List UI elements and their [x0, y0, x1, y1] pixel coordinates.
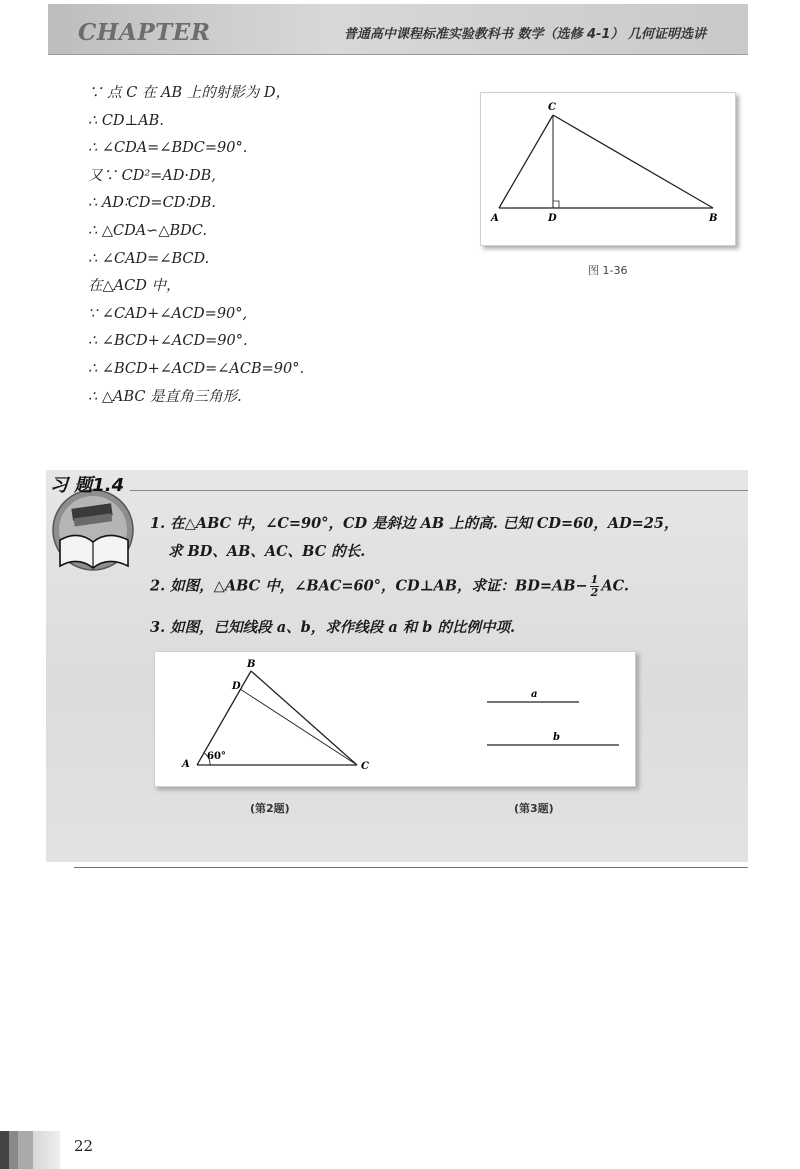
- divider: [74, 867, 748, 868]
- side-ac: [499, 115, 553, 208]
- proof-line: ∵ ∠CAD+∠ACD=90°,: [88, 305, 248, 322]
- figure-3-caption: (第3题): [514, 802, 554, 815]
- figure-caption: 图 1-36: [588, 264, 628, 277]
- exercise-1-line2: 求 BD、AB、AC、BC 的长.: [168, 543, 366, 560]
- label-a: A: [491, 213, 499, 224]
- page-header: [48, 4, 748, 55]
- exercise-2-text: 2. 如图，△ABC 中，∠BAC=60°，CD⊥AB，求证：BD=AB−: [150, 577, 588, 595]
- figure-2-caption: (第2题): [250, 802, 290, 815]
- proof-line: ∴ ∠CAD=∠BCD.: [88, 250, 210, 267]
- triangle-abc-figure: [481, 93, 735, 245]
- proof-block: [88, 80, 304, 411]
- page-edge-marker: [0, 1131, 60, 1169]
- segment-a-label: a: [531, 689, 538, 700]
- label-b: B: [709, 213, 718, 224]
- side-bc: [553, 115, 713, 208]
- label-c: C: [548, 102, 556, 113]
- side-bc: [251, 671, 357, 765]
- label-d: D: [548, 213, 557, 224]
- page-number: 22: [74, 1137, 94, 1155]
- proof-line: ∴ ∠BCD+∠ACD=∠ACB=90°.: [88, 360, 305, 377]
- exercise-figure-svg: [155, 652, 635, 786]
- proof-line: ∴ ∠BCD+∠ACD=90°.: [88, 333, 248, 350]
- label-d: D: [232, 681, 241, 692]
- proof-line: ∴ CD⊥AB.: [88, 112, 164, 129]
- exercise-3: 3. 如图，已知线段 a、b，求作线段 a 和 b 的比例中项.: [150, 619, 516, 636]
- segment-b-label: b: [553, 732, 560, 743]
- exercise-2: [150, 574, 629, 599]
- figure-1-36: [480, 92, 736, 246]
- proof-line: ∴ △ABC 是直角三角形.: [88, 388, 242, 405]
- exercise-2-end: AC.: [601, 577, 629, 595]
- label-c: C: [361, 761, 369, 772]
- proof-line: ∵ 点 C 在 AB 上的射影为 D，: [88, 85, 291, 101]
- proof-line: ∴ ∠CDA=∠BDC=90°.: [88, 140, 248, 157]
- proof-line: 又∵ CD²=AD·DB,: [88, 167, 216, 184]
- proof-line: 在△ACD 中，: [88, 278, 181, 295]
- fraction-numerator: 1: [590, 573, 599, 586]
- proof-line: ∴ AD∶CD=CD∶DB.: [88, 195, 216, 212]
- label-b: B: [247, 659, 256, 670]
- book-title: 普通高中课程标准实验教科书 数学（选修 4-1） 几何证明选讲: [343, 27, 706, 42]
- fraction-denominator: 2: [590, 586, 599, 599]
- right-angle-mark: [553, 201, 559, 208]
- exercise-figures: [154, 651, 636, 787]
- divider: [130, 490, 748, 491]
- proof-line: ∴ △CDA∽△BDC.: [88, 222, 207, 239]
- exercise-title: 习 题1.4: [50, 475, 125, 496]
- chapter-label: CHAPTER: [78, 19, 211, 46]
- perpendicular-cd: [240, 689, 357, 765]
- exercise-1-line1: 1. 在△ABC 中，∠C=90°，CD 是斜边 AB 上的高. 已知 CD=60，AD=25，: [150, 515, 679, 532]
- angle-label: 60°: [207, 751, 226, 762]
- label-a: A: [182, 759, 190, 770]
- fraction: [590, 574, 600, 599]
